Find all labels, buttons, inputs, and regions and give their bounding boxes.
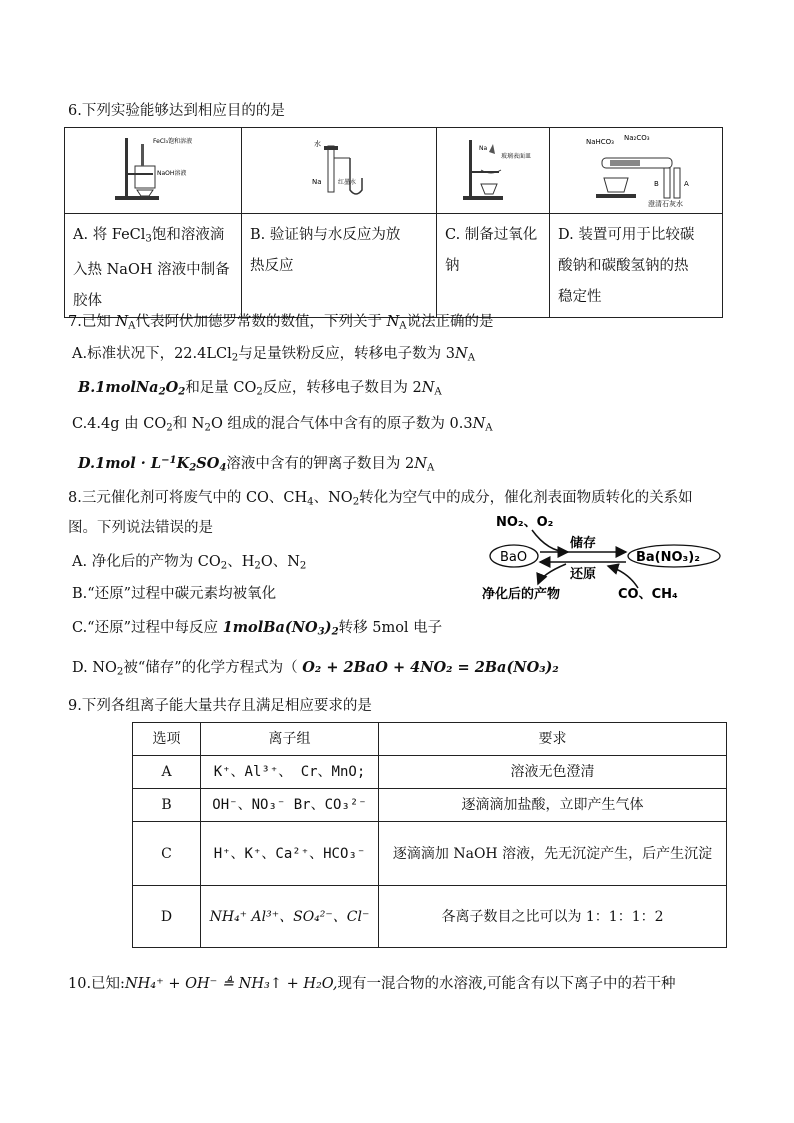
label-dye: 红墨水 — [338, 179, 357, 186]
label-a: A — [684, 180, 689, 188]
carbonate-heating-figure — [550, 128, 723, 209]
q6-figure-c — [437, 128, 550, 214]
q7-option-a: A.标准状况下，22.4LCl$_2$与足量铁粉反应，转移电子数为 $3N_A$ — [72, 346, 476, 364]
label-naoh: NaOH溶液 — [157, 170, 187, 177]
sodium-water-figure — [242, 128, 437, 209]
header-option: 选项 — [133, 723, 201, 756]
label-na2co3: Na₂CO₃ — [624, 134, 650, 142]
q6-option-c: C. 制备过氧化 钠 — [437, 214, 550, 318]
q6-figure-b — [242, 128, 437, 214]
q6-figure-d — [550, 128, 723, 214]
label-limewater: 澄清石灰水 — [648, 200, 683, 208]
label-ba-nitrate: Ba(NO₃)₂ — [636, 550, 700, 565]
label-product: 净化后的产物 — [482, 587, 561, 602]
label-fecl3: FeCl₃饱和溶液 — [153, 138, 193, 145]
label-nahco3: NaHCO₃ — [586, 138, 614, 146]
table-row: A K⁺、Al³⁺、 Cr、MnO; 溶液无色澄清 — [133, 756, 727, 789]
q8-option-a: A. 净化后的产物为 $CO_2$、$H_2O$、$N_2$ — [72, 554, 307, 572]
label-na: Na — [479, 145, 488, 152]
q8-diagram — [478, 508, 730, 606]
q10-stem: 10.已知:NH₄⁺ + OH⁻ ≜ NH₃↑ + H₂O,现有一混合物的水溶液,可能含有以下离子中的若干种 — [68, 976, 676, 992]
ironstand-beaker-figure — [65, 128, 242, 209]
q8-stem-line2: 图。下列说法错误的是 — [68, 520, 213, 536]
table-row: D NH₄⁺ Al³⁺、SO₄²⁻、Cl⁻ 各离子数目之比可以为 1：1：1：2 — [133, 886, 727, 948]
label-reduce: 还原 — [570, 567, 597, 582]
q7-option-d: $D.1mol \cdot L^{-1}K_2SO_4$溶液中含有的钾离子数目为 $2N_A$ — [78, 454, 435, 474]
label-na: Na — [312, 178, 322, 186]
label-water: 水 — [314, 140, 321, 148]
label-bao: BaO — [500, 550, 528, 565]
label-dish: 玻璃表面皿 — [501, 153, 532, 160]
table-row: C H⁺、K⁺、Ca²⁺、HCO₃⁻ 逐滴滴加 NaOH 溶液，先无沉淀产生，后产生沉淀 — [133, 822, 727, 886]
q6-option-d: D. 装置可用于比较碳 酸钠和碳酸氢钠的热 稳定性 — [550, 214, 723, 318]
q9-stem: 9.下列各组离子能大量共存且满足相应要求的是 — [68, 698, 372, 714]
label-store: 储存 — [570, 536, 597, 551]
label-b: B — [654, 180, 659, 188]
q7-option-c: C.4.4g 由 $CO_2$和 $N_2O$ 组成的混合气体中含有的原子数为 $0.3N_A$ — [72, 416, 493, 434]
q6-figure-a — [65, 128, 242, 214]
label-no2-o2: NO₂、O₂ — [496, 515, 554, 530]
q8-option-b: B.“还原”过程中碳元素均被氧化 — [72, 586, 277, 602]
q6-stem: 6.下列实验能够达到相应目的的是 — [68, 103, 285, 119]
q6-option-b: B. 验证钠与水反应为放 热反应 — [242, 214, 437, 318]
header-requirement: 要求 — [379, 723, 727, 756]
q6-option-a: A. 将 FeCl$_3$饱和溶液滴 入热 NaOH 溶液中制备 胶体 — [65, 214, 242, 318]
label-co-ch4: CO、CH₄ — [618, 587, 678, 602]
q6-table — [64, 127, 723, 318]
q8-stem-line1: 8.三元催化剂可将废气中的 CO、$CH_4$、$NO_2$转化为空气中的成分，催化剂表面物质转化的关系如 — [68, 490, 693, 508]
burning-na-figure — [437, 128, 550, 209]
q8-option-c: C.“还原”过程中每反应 $1molBa(NO_3)_2$转移 5mol 电子 — [72, 619, 443, 638]
q7-stem: 7.已知 $N_A$代表阿伏加德罗常数的数值，下列关于 $N_A$说法正确的是 — [68, 314, 494, 332]
table-row: B OH⁻、NO₃⁻ Br、CO₃²⁻ 逐滴滴加盐酸，立即产生气体 — [133, 789, 727, 822]
q7-option-b: $B.1molNa_2O_2$和足量 $CO_2$反应，转移电子数目为 $2N_A$ — [78, 379, 442, 398]
q9-table — [132, 722, 727, 948]
q8-option-d: D. $NO_2$被“储存”的化学方程式为（ O₂ + 2BaO + 4NO₂ = 2Ba(NO₃)₂ — [72, 659, 559, 678]
header-ions: 离子组 — [201, 723, 379, 756]
